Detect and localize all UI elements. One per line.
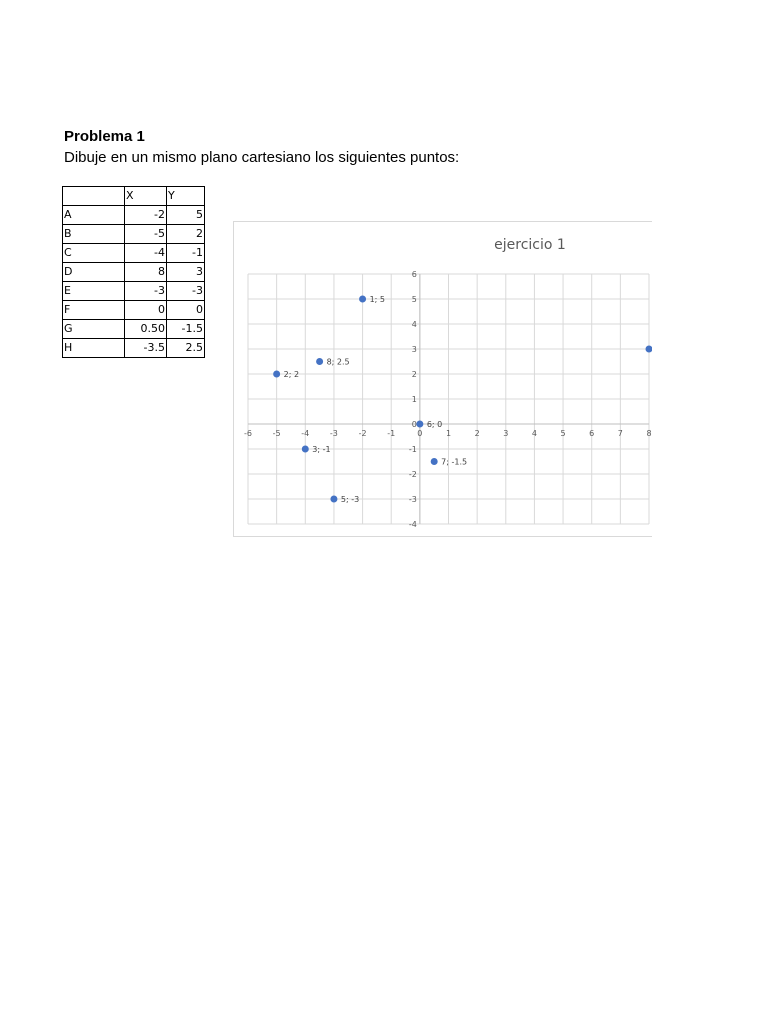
x-tick-label: -3 <box>329 429 338 438</box>
y-tick-label: 5 <box>411 295 417 304</box>
table-row <box>63 263 205 282</box>
x-tick-label: -6 <box>244 429 252 438</box>
table-cell: 0.50 <box>125 320 167 339</box>
table-cell: B <box>63 225 125 244</box>
data-point <box>330 496 337 503</box>
x-tick-label: -1 <box>387 429 396 438</box>
table-row <box>63 225 205 244</box>
data-label: 8; 2.5 <box>326 357 350 367</box>
y-tick-label: 1 <box>411 395 417 404</box>
x-tick-label: -4 <box>301 429 310 438</box>
y-tick-label: 0 <box>411 420 417 429</box>
x-tick-label: 7 <box>617 429 623 438</box>
table-cell: 2.5 <box>167 339 205 358</box>
table-cell: -2 <box>125 206 167 225</box>
x-tick-label: -2 <box>358 429 367 438</box>
table-row <box>63 206 205 225</box>
table-cell: C <box>63 244 125 263</box>
y-tick-label: -1 <box>408 445 417 454</box>
data-point <box>359 296 366 303</box>
x-tick-label: 3 <box>503 429 509 438</box>
data-point <box>431 458 438 465</box>
table-row <box>63 282 205 301</box>
table-cell: 5 <box>167 206 205 225</box>
x-tick-label: 4 <box>531 429 537 438</box>
table-cell: A <box>63 206 125 225</box>
table-cell: -5 <box>125 225 167 244</box>
data-point <box>316 358 323 365</box>
data-label: 6; 0 <box>426 420 443 429</box>
table-cell: 8 <box>125 263 167 282</box>
x-tick-label: 5 <box>560 429 566 438</box>
data-label: 7; -1.5 <box>441 457 468 467</box>
y-tick-label: 6 <box>411 270 417 279</box>
scatter-chart <box>233 221 652 537</box>
table-header-cell <box>63 187 125 206</box>
x-tick-label: 0 <box>417 429 423 438</box>
y-tick-label: 3 <box>411 345 417 354</box>
table-cell: 2 <box>167 225 205 244</box>
problem-instruction: Dibuje en un mismo plano cartesiano los siguientes puntos: <box>64 149 460 166</box>
table-cell: E <box>63 282 125 301</box>
y-tick-label: -2 <box>408 470 417 479</box>
x-tick-label: 2 <box>474 429 480 438</box>
x-tick-label: 1 <box>445 429 452 438</box>
points-table <box>62 186 205 358</box>
table-cell: 0 <box>125 301 167 320</box>
table-cell: -1 <box>167 244 205 263</box>
table-cell: -4 <box>125 244 167 263</box>
table-header-cell: X <box>125 187 167 206</box>
y-tick-label: 2 <box>411 370 417 379</box>
table-cell: -3.5 <box>125 339 167 358</box>
data-point <box>273 371 280 378</box>
chart-title: ejercicio 1 <box>494 237 566 253</box>
data-point <box>302 446 309 453</box>
y-tick-label: 4 <box>411 320 417 329</box>
chart-canvas <box>234 222 652 536</box>
data-label: 5; -3 <box>340 495 360 504</box>
data-point <box>646 346 653 353</box>
table-row <box>63 244 205 263</box>
table-cell: G <box>63 320 125 339</box>
table-header-cell: Y <box>167 187 205 206</box>
data-point <box>416 421 423 428</box>
table-cell: -3 <box>167 282 205 301</box>
table-row <box>63 301 205 320</box>
table-header-row <box>63 187 205 206</box>
table-cell: -3 <box>125 282 167 301</box>
y-tick-label: -4 <box>408 520 417 529</box>
table-row <box>63 339 205 358</box>
table-cell: 0 <box>167 301 205 320</box>
x-tick-label: -5 <box>272 429 281 438</box>
problem-title: Problema 1 <box>64 128 145 145</box>
data-label: 1; 5 <box>369 295 385 304</box>
table-cell: D <box>63 263 125 282</box>
table-row <box>63 320 205 339</box>
table-cell: 3 <box>167 263 205 282</box>
y-tick-label: -3 <box>408 495 417 504</box>
x-tick-label: 8 <box>646 429 652 438</box>
x-tick-label: 6 <box>589 429 595 438</box>
table-cell: -1.5 <box>167 320 205 339</box>
data-label: 2; 2 <box>283 370 300 379</box>
table-cell: H <box>63 339 125 358</box>
data-label: 3; -1 <box>312 445 331 454</box>
table-cell: F <box>63 301 125 320</box>
